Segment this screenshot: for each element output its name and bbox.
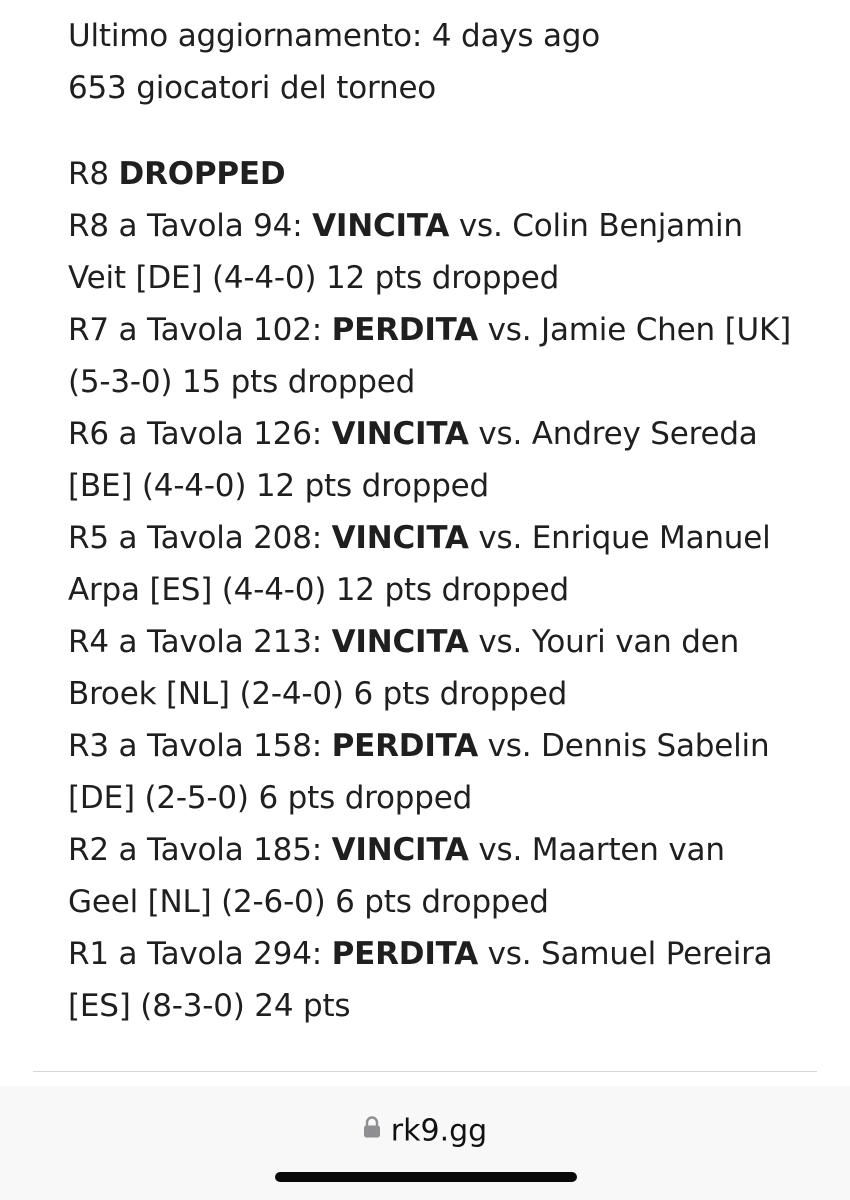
round-prefix: R8 a Tavola 94: [68, 208, 313, 244]
player-count-text: 653 giocatori del torneo [68, 70, 437, 106]
round-result: VINCITA [331, 520, 469, 556]
round-entry-r2 [68, 824, 798, 928]
drop-status-label: DROPPED [118, 156, 286, 192]
round-entry-r5 [68, 512, 798, 616]
round-result: VINCITA [331, 832, 469, 868]
round-prefix: R2 a Tavola 185: [68, 832, 332, 868]
round-result: PERDITA [331, 728, 478, 764]
drop-status-round: R8 [68, 156, 109, 192]
round-result: PERDITA [331, 312, 478, 348]
address-bar[interactable] [0, 1111, 850, 1152]
round-opponent: vs. Colin Benjamin Veit [DE] (4-4-0) 12 pts dropped [68, 208, 743, 296]
section-gap [68, 114, 798, 148]
round-prefix: R6 a Tavola 126: [68, 416, 332, 452]
round-entry-r3 [68, 720, 798, 824]
round-opponent: vs. Youri van den Broek [NL] (2-4-0) 6 pts dropped [68, 624, 740, 712]
round-opponent: vs. Jamie Chen [UK] (5-3-0) 15 pts dropped [68, 312, 792, 400]
round-prefix: R5 a Tavola 208: [68, 520, 332, 556]
round-prefix: R1 a Tavola 294: [68, 936, 332, 972]
round-entry-r8 [68, 200, 798, 304]
round-result: VINCITA [312, 208, 450, 244]
url-text[interactable]: rk9.gg [390, 1113, 488, 1149]
last-update-text: Ultimo aggiornamento: 4 days ago [68, 18, 601, 54]
round-result: PERDITA [331, 936, 478, 972]
round-opponent: vs. Samuel Pereira [ES] (8-3-0) 24 pts [68, 936, 773, 1024]
round-opponent: vs. Andrey Sereda [BE] (4-4-0) 12 pts dropped [68, 416, 758, 504]
round-entry-r6 [68, 408, 798, 512]
round-prefix: R3 a Tavola 158: [68, 728, 332, 764]
round-entry-r4 [68, 616, 798, 720]
round-prefix: R7 a Tavola 102: [68, 312, 332, 348]
round-entry-r1 [68, 928, 798, 1032]
round-prefix: R4 a Tavola 213: [68, 624, 332, 660]
drop-status [68, 148, 798, 200]
standings-content [68, 10, 798, 1032]
content-divider [33, 1071, 817, 1072]
lock-icon [363, 1109, 381, 1149]
round-opponent: vs. Maarten van Geel [NL] (2-6-0) 6 pts dropped [68, 832, 725, 920]
round-result: VINCITA [331, 416, 469, 452]
home-indicator[interactable] [275, 1172, 577, 1182]
round-opponent: vs. Dennis Sabelin [DE] (2-5-0) 6 pts dropped [68, 728, 770, 816]
round-opponent: vs. Enrique Manuel Arpa [ES] (4-4-0) 12 pts dropped [68, 520, 771, 608]
round-entry-r7 [68, 304, 798, 408]
round-result: VINCITA [331, 624, 469, 660]
